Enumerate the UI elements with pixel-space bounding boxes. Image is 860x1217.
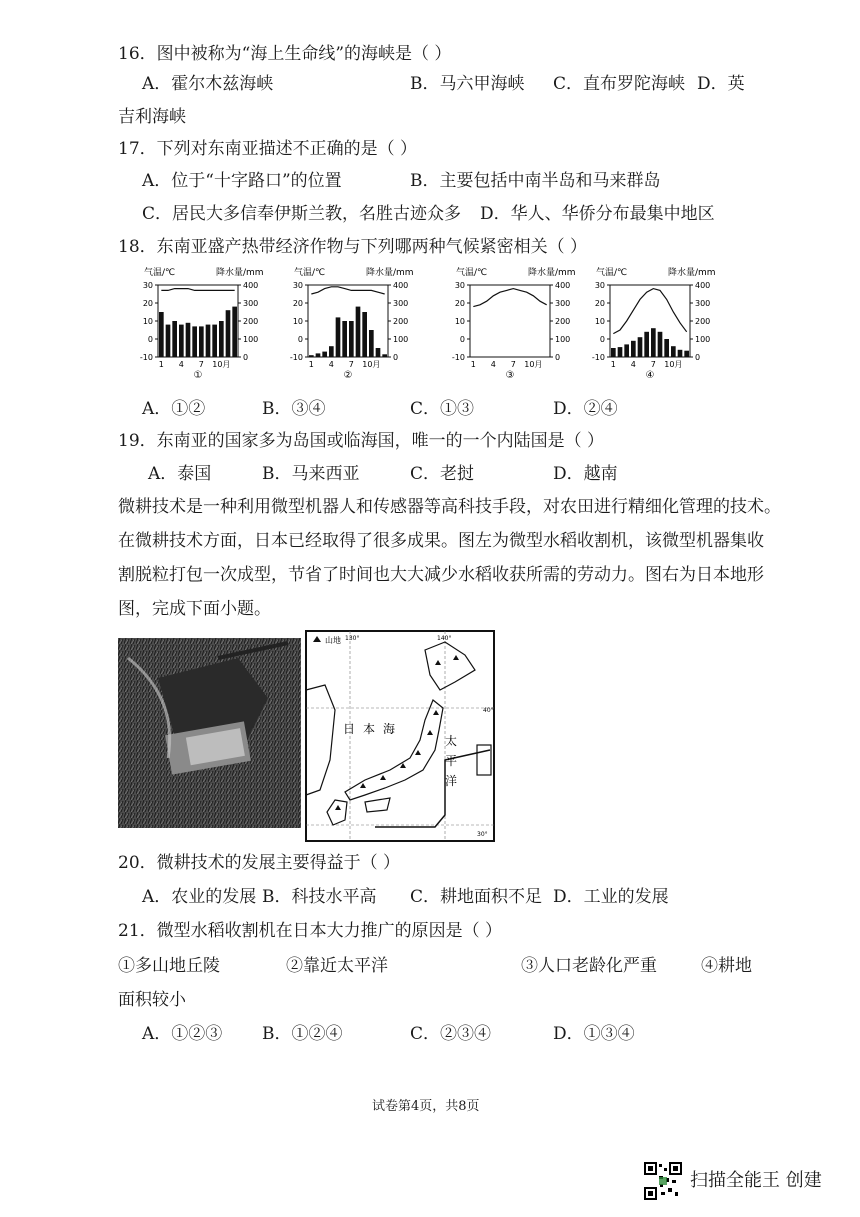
q21-option-c[interactable]: C．②③④ [410, 1024, 492, 1044]
q21-statement-3: ③人口老龄化严重 [521, 956, 657, 976]
right-tick-label: 200 [695, 317, 711, 326]
precip-bar [651, 328, 656, 357]
temp-axis-label: 气温/℃ [456, 268, 488, 278]
q16-stem: 16．图中被称为“海上生命线”的海峡是（ ） [118, 44, 452, 64]
precip-bar [199, 326, 204, 357]
q19-stem: 19．东南亚的国家多为岛国或临海国，唯一的一个内陆国是（ ） [118, 431, 605, 451]
left-tick-label: 10 [454, 317, 465, 326]
passage-line-4: 图，完成下面小题。 [118, 599, 271, 619]
precip-bar [232, 307, 237, 357]
precip-bar [376, 348, 381, 357]
right-tick-label: 200 [555, 317, 571, 326]
month-tick-label: 1 [308, 360, 314, 369]
month-tick-label: 7 [510, 360, 516, 369]
precip-bar [336, 317, 341, 357]
plot-frame [610, 285, 690, 357]
precip-bar [631, 341, 636, 357]
precip-bar [671, 346, 676, 357]
climate-chart-2 [290, 266, 414, 381]
month-tick-label: 4 [630, 360, 636, 369]
precip-bar [219, 321, 224, 357]
q20-option-b[interactable]: B．科技水平高 [262, 887, 377, 907]
climate-chart-3 [452, 266, 576, 381]
left-tick-label: 0 [147, 335, 153, 344]
chart-number: ① [193, 370, 203, 381]
q19-option-a[interactable]: A．泰国 [148, 464, 212, 484]
month-tick-label: 1 [158, 360, 164, 369]
left-tick-label: -10 [591, 353, 605, 362]
map-legend-label: 山地 [325, 636, 341, 645]
chart-number: ④ [645, 370, 655, 381]
month-tick-label: 1 [610, 360, 616, 369]
precip-bar [678, 350, 683, 357]
q17-option-b[interactable]: B．主要包括中南半岛和马来群岛 [410, 171, 661, 191]
precip-bar [226, 310, 231, 357]
watermark-text: 扫描全能王 创建 [690, 1170, 822, 1191]
precip-bar [316, 353, 321, 357]
temp-axis-label: 气温/℃ [596, 268, 628, 278]
precip-axis-label: 降水量/mm [528, 268, 576, 278]
precip-bar [342, 321, 347, 357]
temp-line [161, 289, 234, 291]
ocean-label-tai: 太 [445, 734, 458, 748]
left-tick-label: 20 [594, 299, 605, 308]
map-lat-30: 30° [477, 831, 488, 838]
left-tick-label: -10 [140, 353, 153, 362]
precip-bar [212, 325, 217, 357]
q21-statement-1: ①多山地丘陵 [118, 956, 220, 976]
precip-bar [611, 348, 616, 357]
precip-axis-label: 降水量/mm [366, 268, 414, 278]
right-tick-label: 0 [243, 353, 249, 362]
left-tick-label: 10 [594, 317, 605, 326]
precip-bar [644, 332, 649, 357]
rice-harvester-photo [118, 638, 301, 828]
temp-axis-label: 气温/℃ [144, 268, 176, 278]
precip-bar [684, 351, 689, 357]
left-tick-label: 30 [594, 281, 605, 290]
right-tick-label: 0 [393, 353, 399, 362]
precip-bar [624, 344, 629, 357]
qr-code-icon [644, 1162, 682, 1200]
q18-option-a[interactable]: A．①② [142, 399, 206, 419]
q18-option-b[interactable]: B．③④ [262, 399, 326, 419]
q17-option-d[interactable]: D．华人、华侨分布最集中地区 [480, 204, 715, 224]
q18-stem: 18．东南亚盛产热带经济作物与下列哪两种气候紧密相关（ ） [118, 237, 588, 257]
right-tick-label: 100 [555, 335, 571, 344]
precip-bar [382, 354, 387, 357]
right-tick-label: 0 [555, 353, 561, 362]
chart-number: ③ [505, 370, 515, 381]
precip-bar [618, 347, 623, 357]
right-tick-label: 300 [555, 299, 571, 308]
q21-option-a[interactable]: A．①②③ [142, 1024, 223, 1044]
precip-bar [206, 325, 211, 357]
q20-option-a[interactable]: A．农业的发展 [142, 887, 257, 907]
q21-option-d[interactable]: D．①③④ [553, 1024, 635, 1044]
q20-option-c[interactable]: C．耕地面积不足 [410, 887, 543, 907]
q16-option-d-cont: 吉利海峡 [118, 107, 186, 127]
precip-bar [172, 321, 177, 357]
q17-option-c[interactable]: C．居民大多信奉伊斯兰教，名胜古迹众多 [142, 204, 462, 224]
left-tick-label: -10 [451, 353, 465, 362]
map-lon-130: 130° [345, 635, 360, 642]
chart-number: ② [343, 370, 353, 381]
month-tick-label: 1 [470, 360, 476, 369]
month-tick-label: 10月 [524, 360, 543, 369]
right-tick-label: 300 [393, 299, 409, 308]
month-tick-label: 4 [490, 360, 496, 369]
q21-statement-2: ②靠近太平洋 [286, 956, 388, 976]
ocean-label-yang: 洋 [445, 774, 458, 788]
precip-bar [356, 307, 361, 357]
q21-statement-4-cont: 面积较小 [118, 990, 186, 1010]
right-tick-label: 100 [393, 335, 409, 344]
passage-line-2: 在微耕技术方面，日本已经取得了很多成果。图左为微型水稻收割机，该微型机器集收 [118, 531, 764, 551]
month-tick-label: 7 [650, 360, 656, 369]
right-tick-label: 200 [243, 317, 259, 326]
right-tick-label: 300 [243, 299, 259, 308]
sea-label-ri: 日 [343, 722, 356, 736]
month-tick-label: 7 [198, 360, 204, 369]
precip-bar [179, 325, 184, 357]
temp-line [473, 289, 546, 307]
precip-axis-label: 降水量/mm [668, 268, 716, 278]
q20-option-d[interactable]: D．工业的发展 [553, 887, 669, 907]
precip-bar [369, 330, 374, 357]
japan-terrain-map [305, 630, 495, 842]
q16-option-b[interactable]: B．马六甲海峡 [410, 74, 525, 94]
precip-bar [664, 339, 669, 357]
climate-chart-4 [592, 266, 716, 381]
month-tick-label: 4 [328, 360, 334, 369]
sea-label-ben: 本 [363, 722, 376, 736]
precip-bar [362, 312, 367, 357]
q17-option-a[interactable]: A．位于“十字路口”的位置 [142, 171, 342, 191]
left-tick-label: 20 [142, 299, 153, 308]
temp-line [311, 287, 384, 294]
right-tick-label: 400 [555, 281, 571, 290]
temp-axis-label: 气温/℃ [294, 268, 326, 278]
map-lon-140: 140° [437, 635, 452, 642]
precip-bar [159, 312, 164, 357]
precip-bar [349, 321, 354, 357]
q21-option-b[interactable]: B．①②④ [262, 1024, 343, 1044]
page-footer: 试卷第4页，共8页 [372, 1099, 480, 1114]
q21-statement-4: ④耕地 [701, 956, 752, 976]
right-tick-label: 200 [393, 317, 409, 326]
left-tick-label: 30 [454, 281, 465, 290]
left-tick-label: 30 [142, 281, 153, 290]
precip-bar [322, 352, 327, 357]
precip-bar [329, 346, 334, 357]
q18-option-c[interactable]: C．①③ [410, 399, 475, 419]
plot-frame [470, 285, 550, 357]
month-tick-label: 10月 [212, 360, 231, 369]
right-tick-label: 100 [243, 335, 259, 344]
right-tick-label: 100 [695, 335, 711, 344]
left-tick-label: 20 [454, 299, 465, 308]
map-lat-40: 40° [483, 707, 494, 714]
q16-option-d[interactable]: D．英 [697, 74, 745, 94]
month-tick-label: 10月 [362, 360, 381, 369]
right-tick-label: 0 [695, 353, 701, 362]
precip-bar [638, 337, 643, 357]
climate-charts [140, 265, 740, 390]
q18-option-d[interactable]: D．②④ [553, 399, 618, 419]
q16-option-c[interactable]: C．直布罗陀海峡 [553, 74, 686, 94]
temp-line [613, 289, 686, 334]
q20-stem: 20．微耕技术的发展主要得益于（ ） [118, 853, 401, 873]
left-tick-label: 10 [142, 317, 153, 326]
left-tick-label: 0 [599, 335, 605, 344]
passage-line-3: 割脱粒打包一次成型，节省了时间也大大减少水稻收获所需的劳动力。图右为日本地形 [118, 565, 764, 585]
plot-frame [308, 285, 388, 357]
q19-option-b[interactable]: B．马来西亚 [262, 464, 360, 484]
left-tick-label: 0 [297, 335, 303, 344]
right-tick-label: 300 [695, 299, 711, 308]
left-tick-label: 20 [292, 299, 303, 308]
sea-label-hai: 海 [383, 722, 396, 736]
precip-bar [309, 355, 314, 357]
precip-bar [658, 332, 663, 357]
q19-option-d[interactable]: D．越南 [553, 464, 618, 484]
q19-option-c[interactable]: C．老挝 [410, 464, 475, 484]
right-tick-label: 400 [695, 281, 711, 290]
q17-stem: 17．下列对东南亚描述不正确的是（ ） [118, 139, 418, 159]
month-tick-label: 10月 [664, 360, 683, 369]
month-tick-label: 4 [178, 360, 184, 369]
q21-stem: 21．微型水稻收割机在日本大力推广的原因是（ ） [118, 921, 503, 941]
precip-axis-label: 降水量/mm [216, 268, 264, 278]
left-tick-label: 30 [292, 281, 303, 290]
left-tick-label: 0 [459, 335, 465, 344]
ocean-label-ping: 平 [445, 754, 458, 768]
climate-chart-1 [140, 266, 264, 381]
left-tick-label: -10 [289, 353, 303, 362]
passage-line-1: 微耕技术是一种利用微型机器人和传感器等高科技手段，对农田进行精细化管理的技术。 [118, 497, 781, 517]
precip-bar [192, 326, 197, 357]
q16-option-a[interactable]: A．霍尔木兹海峡 [142, 74, 274, 94]
right-tick-label: 400 [243, 281, 259, 290]
left-tick-label: 10 [292, 317, 303, 326]
right-tick-label: 400 [393, 281, 409, 290]
month-tick-label: 7 [348, 360, 354, 369]
precip-bar [166, 325, 171, 357]
precip-bar [186, 323, 191, 357]
